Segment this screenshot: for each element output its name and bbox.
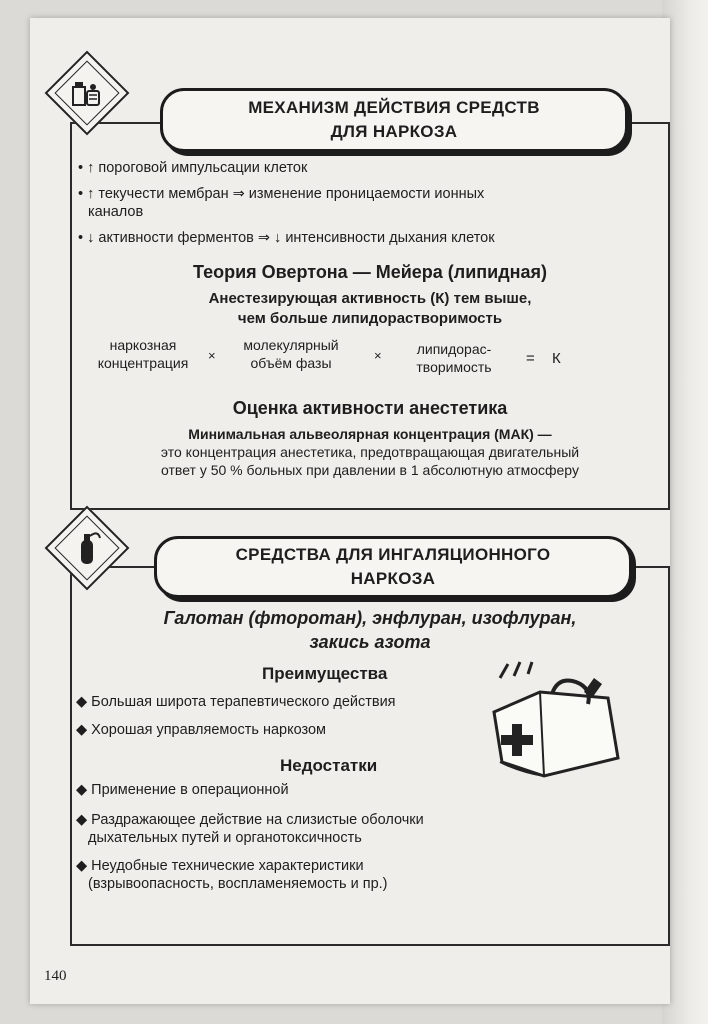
theory-statement-line-2: чем больше липидорастворимость [237,310,503,327]
formula-term-solubility: липидорас- творимость [416,341,492,375]
advantage-item: ◆ Хорошая управляемость наркозом [76,722,327,738]
disadvantage-item-continuation: (взрывоопасность, воспламеняемость и пр.) [88,876,388,892]
theory-statement-line-1: Анестезирующая активность (К) тем выше, [208,290,532,307]
book-page [30,18,670,1004]
formula-term-concentration: наркозная концентрация [97,337,189,371]
multiply-sign: × [374,348,382,363]
disadvantage-item: ◆ Раздражающее действие на слизистые оболочки [76,812,424,828]
disadvantages-heading: Недостатки [280,756,378,775]
evaluation-heading: Оценка активности анестетика [232,398,508,418]
title-line-1: СРЕДСТВА ДЛЯ ИНГАЛЯЦИОННОГО [235,545,551,564]
section-title-mechanism [160,88,628,152]
title-line-1: МЕХАНИЗМ ДЕЙСТВИЯ СРЕДСТВ [248,98,540,117]
disadvantage-item-continuation: дыхательных путей и органотоксичность [88,830,362,846]
bullet-item: • ↓ активности ферментов ⇒ ↓ интенсивности дыхания клеток [78,230,495,246]
bullet-item-continuation: каналов [88,204,144,220]
disadvantage-item: ◆ Неудобные технические характеристики [76,858,364,874]
advantages-heading: Преимущества [262,664,388,683]
formula-term-volume: молекулярный объём фазы [243,337,339,371]
disadvantage-item: ◆ Применение в операционной [76,782,289,798]
medicine-bottles-icon [67,73,107,113]
page-number: 140 [44,968,67,984]
formula-result: К [552,350,561,367]
mac-definition-line-1: Минимальная альвеолярная концентрация (МАК) — [188,426,552,442]
title-line-2: НАРКОЗА [350,569,436,588]
title-line-2: ДЛЯ НАРКОЗА [330,122,458,141]
mac-definition-line-3: ответ у 50 % больных при давлении в 1 абсолютную атмосферу [161,462,579,478]
section-title-inhalation [154,536,632,598]
multiply-sign: × [208,348,216,363]
first-aid-kit-icon [480,658,630,788]
gas-cylinder-icon [67,528,107,568]
bullet-item: • ↑ текучести мембран ⇒ изменение проницаемости ионных [78,186,485,202]
mac-definition-line-2: это концентрация анестетика, предотвращающая двигательный [160,444,580,460]
advantage-item: ◆ Большая широта терапевтического действия [76,694,396,710]
formula-equals: = [526,350,535,367]
drug-list-line-1: Галотан (фторотан), энфлуран, изофлуран, [163,608,577,628]
bullet-item: • ↑ пороговой импульсации клеток [78,160,308,176]
drug-list-line-2: закись азота [309,632,431,652]
theory-heading: Теория Овертона — Мейера (липидная) [192,262,548,282]
